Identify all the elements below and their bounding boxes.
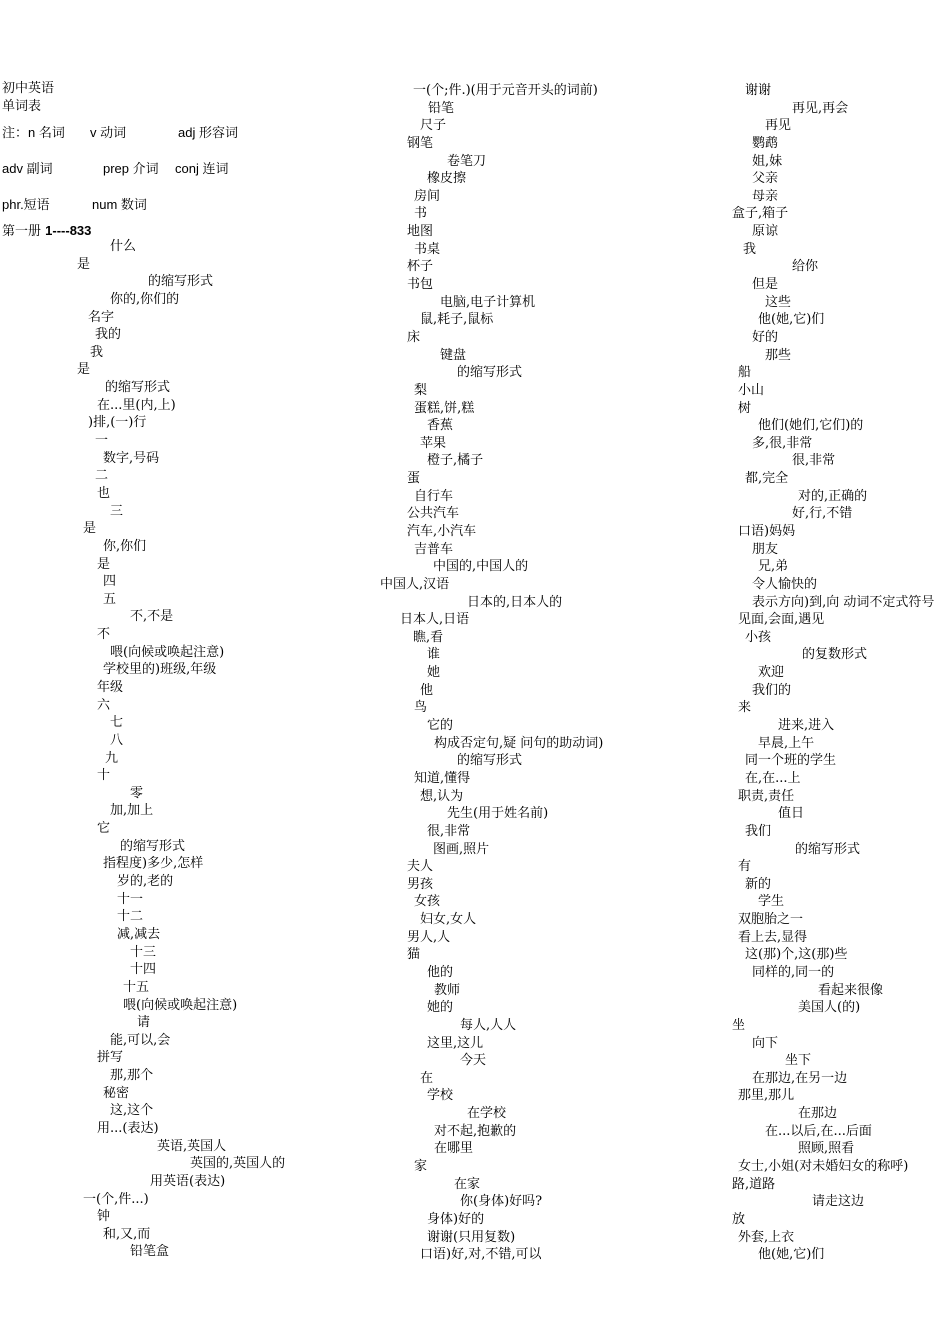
word-entry: 在...以后,在...后面 [765, 1123, 872, 1139]
word-entry: 来 [738, 700, 752, 716]
legend-item: num 数词 [92, 197, 147, 212]
word-entry: 蛋 [407, 471, 421, 487]
book-range: 1----833 [45, 223, 92, 238]
word-entry: 这些 [765, 294, 792, 310]
word-entry: 一 [95, 433, 109, 449]
word-entry: 七 [110, 715, 124, 731]
word-entry: 梨 [414, 382, 428, 398]
word-entry: 卷笔刀 [447, 153, 487, 169]
word-entry: 他(她,它)们 [758, 1247, 825, 1263]
word-entry: 这(那)个,这(那)些 [745, 947, 848, 963]
word-entry: 好,行,不错 [792, 506, 853, 522]
word-entry: 树 [738, 400, 752, 416]
word-entry: 妇女,女人 [420, 912, 477, 928]
word-entry: 教师 [434, 982, 461, 998]
word-entry: 房间 [414, 188, 441, 204]
word-entry: 是 [97, 556, 111, 572]
word-entry: 是 [77, 256, 91, 272]
word-entry: 八 [110, 732, 124, 748]
word-entry: 兄,弟 [758, 559, 789, 575]
legend-item: prep 介词 [103, 161, 159, 176]
word-entry: 鹦鹉 [752, 135, 779, 151]
word-entry: 那,那个 [110, 1068, 154, 1084]
word-entry: 男孩 [407, 876, 434, 892]
word-entry: 他的 [427, 965, 454, 980]
word-entry: 父亲 [752, 171, 779, 187]
word-entry: 吉普车 [414, 541, 454, 557]
word-entry: 那里,那儿 [738, 1088, 795, 1104]
word-entry: 再见 [765, 118, 792, 134]
word-entry: 值日 [778, 806, 805, 822]
word-entry: 早晨,上午 [758, 735, 815, 751]
word-entry: 中国人,汉语 [380, 576, 450, 592]
word-entry: 也 [97, 485, 111, 501]
subtitle: 单词表 [2, 99, 42, 114]
legend-item: v 动词 [90, 125, 127, 140]
word-entry: 女孩 [414, 894, 441, 910]
word-entry: 是 [83, 521, 97, 537]
word-entry: 她 [427, 665, 441, 681]
word-entry: 的缩写形式 [120, 838, 186, 854]
word-entry: 书 [414, 206, 428, 222]
word-entry: 钟 [97, 1209, 111, 1225]
word-entry: 男人,人 [407, 929, 451, 945]
word-entry: 什么 [110, 239, 137, 254]
word-entry: 小山 [738, 382, 765, 398]
word-entry: 十一 [117, 891, 144, 907]
word-entry: 它 [97, 821, 111, 837]
word-entry: 它的 [427, 718, 454, 734]
legend-item: conj 连词 [175, 161, 229, 176]
word-entry: 自行车 [414, 488, 454, 504]
word-entry: 口语)好,对,不错,可以 [420, 1247, 542, 1263]
word-entry: 九 [105, 750, 119, 766]
word-entry: 学生 [758, 894, 785, 910]
word-entry: 构成否定句,疑 问句的助动词) [434, 735, 604, 751]
word-entry: 谢谢 [745, 83, 772, 98]
word-entry: 书桌 [414, 241, 441, 257]
book-label: 第一册 [2, 224, 42, 239]
word-entry: 的缩写形式 [457, 753, 523, 769]
word-entry: )排,(一)行 [88, 415, 147, 431]
word-entry: 谁 [427, 647, 441, 663]
word-entry: 十二 [117, 909, 144, 925]
word-entry: 在学校 [467, 1106, 507, 1122]
word-entry: 橙子,橘子 [427, 453, 484, 469]
legend-item: 注：n 名词 [2, 125, 65, 140]
word-entry: 夫人 [407, 859, 434, 875]
word-entry: 三 [110, 503, 124, 519]
word-entry: 进来,进入 [778, 718, 835, 734]
word-entry: 她的 [427, 1000, 454, 1016]
word-entry: 键盘 [440, 347, 467, 363]
word-entry: 你的,你们的 [110, 291, 180, 307]
word-entry: 都,完全 [745, 471, 789, 487]
word-entry: 一(个,件...) [83, 1191, 149, 1207]
word-entry: 秘密 [103, 1085, 130, 1101]
word-entry: 地图 [407, 224, 434, 240]
word-entry: 喂(向候或唤起注意) [110, 644, 225, 660]
word-entry: 给你 [792, 259, 819, 275]
word-entry: 汽车,小汽车 [407, 524, 477, 539]
word-entry: 坐 [732, 1017, 746, 1033]
word-entry: 一(个;件.)(用于元音开头的词前) [413, 83, 598, 98]
word-entry: 零 [130, 785, 144, 801]
word-entry: 美国人(的) [798, 1000, 861, 1016]
word-entry: 的缩写形式 [795, 841, 861, 857]
word-entry: 很,非常 [792, 453, 836, 469]
word-entry: 的复数形式 [802, 647, 868, 663]
word-entry: 日本人,日语 [400, 612, 470, 628]
word-entry: 外套,上衣 [738, 1229, 795, 1245]
word-entry: 瞧,看 [413, 629, 444, 645]
word-entry: 朋友 [752, 541, 779, 557]
word-entry: 见面,会面,遇见 [738, 612, 825, 628]
word-entry: 每人,人人 [460, 1017, 517, 1033]
word-entry: 在家 [454, 1176, 481, 1192]
legend-item: adv 副词 [2, 161, 53, 176]
word-entry: 香蕉 [427, 418, 454, 434]
word-entry: 请 [137, 1015, 151, 1031]
word-entry: 向下 [752, 1035, 779, 1051]
word-entry: 他 [420, 682, 434, 698]
word-entry: 双胞胎之一 [738, 912, 804, 928]
word-entry: 请走这边 [812, 1194, 865, 1210]
word-entry: 我们的 [752, 682, 792, 698]
word-entry: 看起来很像 [818, 982, 884, 998]
word-entry: 那些 [765, 347, 792, 363]
word-entry: 令人愉快的 [752, 576, 818, 592]
word-entry: 不,不是 [130, 609, 174, 625]
title: 初中英语 [2, 81, 55, 96]
word-entry: 路,道路 [732, 1176, 776, 1192]
word-entry: 我们 [745, 823, 772, 839]
word-entry: 原谅 [752, 224, 779, 240]
legend-item: phr.短语 [2, 197, 50, 212]
word-entry: 十三 [130, 944, 157, 960]
word-entry: 铅笔 [428, 100, 455, 116]
word-entry: 再见,再会 [792, 100, 849, 116]
word-entry: 你(身体)好吗? [460, 1194, 543, 1210]
word-entry: 好的 [752, 329, 779, 345]
word-entry: 家 [414, 1159, 428, 1175]
word-entry: 身体)好的 [427, 1211, 485, 1227]
word-entry: 对的,正确的 [798, 488, 868, 504]
word-entry: 橡皮擦 [427, 171, 467, 187]
word-entry: 他(她,它)们 [758, 312, 825, 328]
word-entry: 欢迎 [758, 665, 785, 681]
word-entry: 二 [95, 468, 109, 484]
word-entry: 苹果 [420, 435, 447, 451]
word-entry: 十 [97, 768, 111, 784]
word-entry: 在...里(内,上) [97, 397, 176, 413]
word-entry: 船 [738, 365, 752, 381]
word-entry: 公共汽车 [407, 506, 460, 522]
word-entry: 数字,号码 [103, 450, 160, 466]
word-entry: 小孩 [745, 629, 772, 645]
word-entry: 不 [97, 627, 111, 643]
word-entry: 电脑,电子计算机 [440, 294, 536, 310]
word-entry: 钢笔 [407, 135, 434, 151]
word-entry: 的缩写形式 [148, 274, 214, 290]
word-entry: 女士,小姐(对未婚妇女的称呼) [738, 1159, 909, 1175]
word-entry: 减,减去 [117, 926, 161, 942]
word-entry: 母亲 [752, 188, 779, 204]
word-entry: 用英语(表达) [150, 1173, 226, 1189]
word-entry: 是 [77, 362, 91, 378]
word-entry: 你,你们 [103, 538, 147, 554]
word-entry: 职责,责任 [738, 788, 795, 804]
word-entry: 同样的,同一的 [752, 965, 835, 980]
word-entry: 六 [97, 697, 111, 713]
word-entry: 铅笔盒 [130, 1244, 170, 1260]
word-entry: 英语,英国人 [157, 1138, 227, 1154]
word-entry: 但是 [752, 277, 779, 293]
word-entry: 喂(向候或唤起注意) [123, 997, 238, 1013]
word-entry: 在 [420, 1070, 434, 1086]
word-entry: 在那边 [798, 1106, 838, 1122]
word-entry: 日本的,日本人的 [467, 594, 563, 610]
word-entry: 和,又,而 [103, 1226, 151, 1242]
word-entry: 学校 [427, 1088, 454, 1104]
word-entry: 照顾,照看 [798, 1141, 855, 1157]
word-entry: 岁的,老的 [117, 874, 174, 890]
word-entry: 杯子 [407, 259, 434, 275]
word-entry: 在哪里 [434, 1141, 474, 1157]
word-entry: 在那边,在另一边 [752, 1070, 848, 1086]
word-entry: 看上去,显得 [738, 929, 808, 945]
word-entry: 的缩写形式 [457, 365, 523, 381]
word-entry: 猫 [407, 947, 421, 963]
word-entry: 四 [103, 574, 117, 590]
word-entry: 这,这个 [110, 1103, 154, 1119]
word-entry: 我 [90, 344, 104, 360]
word-entry: 用...(表达) [97, 1121, 159, 1136]
word-entry: 盒子,箱子 [732, 206, 789, 222]
word-entry: 学校里的)班级,年级 [103, 662, 217, 678]
word-entry: 在,在...上 [745, 770, 801, 786]
word-entry: 今天 [460, 1053, 487, 1069]
word-entry: 中国的,中国人的 [433, 559, 529, 575]
word-entry: 表示方向)到,向 动词不定式符号 [752, 594, 935, 610]
word-entry: 知道,懂得 [414, 770, 471, 786]
word-entry: 他们(她们,它们)的 [758, 418, 864, 434]
word-entry: 有 [738, 859, 752, 875]
word-entry: 五 [103, 591, 117, 607]
word-entry: 年级 [97, 680, 124, 695]
word-entry: 坐下 [785, 1053, 812, 1069]
word-entry: 图画,照片 [433, 841, 490, 857]
word-entry: 对不起,抱歉的 [434, 1123, 517, 1139]
word-entry: 想,认为 [420, 788, 464, 804]
word-entry: 书包 [407, 277, 434, 293]
word-entry: 多,很,非常 [752, 435, 813, 451]
word-entry: 新的 [745, 876, 772, 892]
word-entry: 十五 [123, 979, 150, 995]
word-entry: 我的 [95, 327, 122, 343]
word-entry: 放 [732, 1211, 746, 1227]
word-entry: 先生(用于姓名前) [447, 806, 549, 822]
word-entry: 同一个班的学生 [745, 753, 837, 769]
word-entry: 名字 [88, 309, 115, 325]
word-entry: 谢谢(只用复数) [427, 1229, 516, 1245]
word-entry: 指程度)多少,怎样 [103, 856, 204, 872]
word-entry: 的缩写形式 [105, 380, 171, 396]
word-entry: 鸟 [414, 700, 428, 716]
word-entry: 口语)妈妈 [738, 524, 796, 539]
word-entry: 能,可以,会 [110, 1032, 171, 1048]
word-entry: 英国的,英国人的 [190, 1156, 286, 1172]
word-entry: 鼠,耗子,鼠标 [420, 312, 494, 328]
word-entry: 十四 [130, 962, 157, 978]
word-entry: 姐,妹 [752, 153, 783, 169]
word-entry: 我 [743, 241, 757, 257]
word-entry: 很,非常 [427, 823, 471, 839]
word-entry: 床 [407, 329, 421, 345]
word-entry: 尺子 [420, 118, 447, 134]
word-entry: 这里,这儿 [427, 1035, 484, 1051]
word-entry: 蛋糕,饼,糕 [414, 400, 475, 416]
word-entry: 加,加上 [110, 803, 154, 819]
legend-item: adj 形容词 [178, 125, 238, 140]
word-entry: 拼写 [97, 1050, 124, 1066]
